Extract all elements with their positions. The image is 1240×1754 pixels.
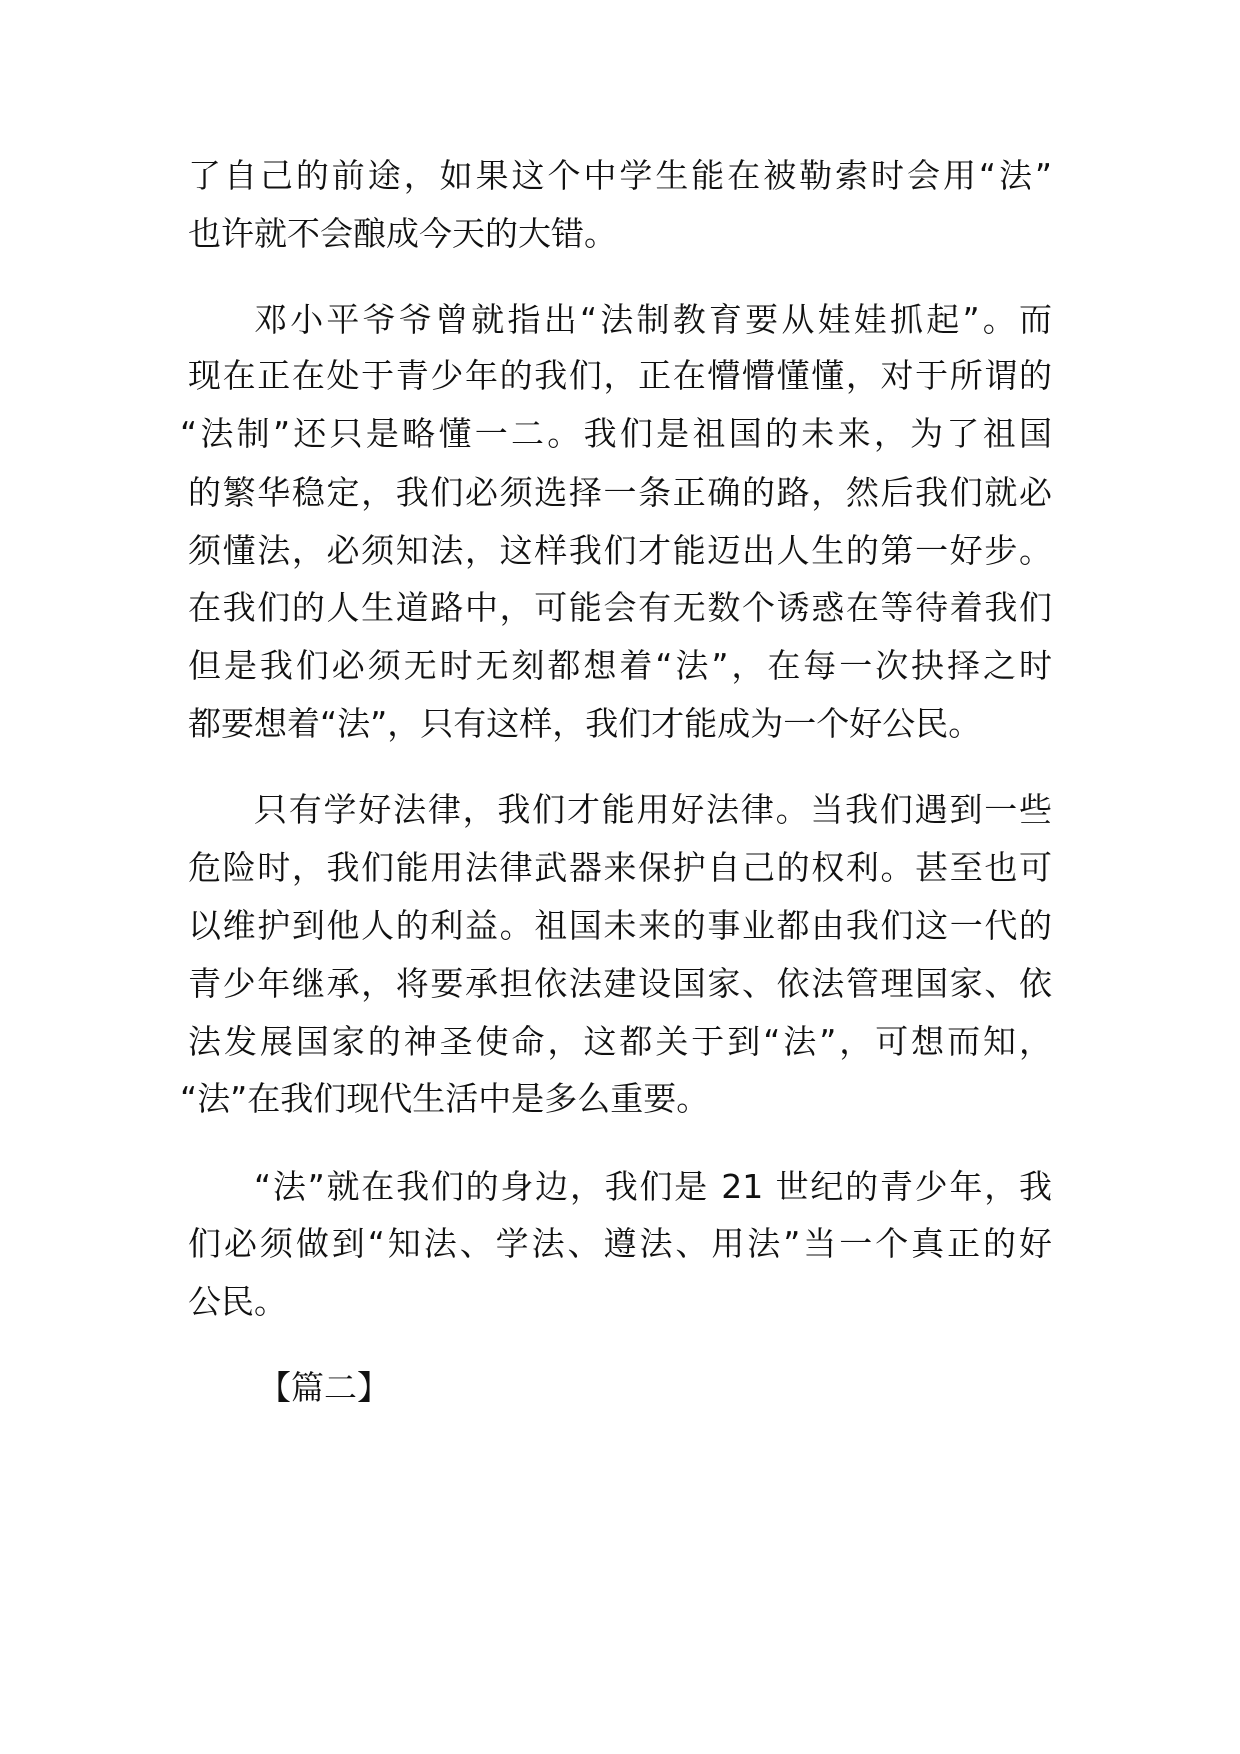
paragraph-4-line-1: “法”就在我们的身边，我们是 21 世纪的青少年，我 bbox=[254, 1167, 1052, 1206]
paragraph-2-line-3: “法制”还只是略懂一二。我们是祖国的未来，为了祖国 bbox=[180, 414, 1052, 453]
paragraph-2-line-8: 都要想着“法”，只有这样，我们才能成为一个好公民。 bbox=[188, 704, 982, 743]
paragraph-2-line-6: 在我们的人生道路中，可能会有无数个诱惑在等待着我们 bbox=[188, 588, 1052, 627]
paragraph-4-line-2: 们必须做到“知法、学法、遵法、用法”当一个真正的好 bbox=[188, 1224, 1052, 1263]
paragraph-3-line-2: 危险时，我们能用法律武器来保护自己的权利。甚至也可 bbox=[188, 848, 1052, 887]
paragraph-4-line-3: 公民。 bbox=[188, 1282, 287, 1321]
paragraph-3-line-5: 法发展国家的神圣使命，这都关于到“法”，可想而知， bbox=[188, 1022, 1052, 1061]
paragraph-3-line-1: 只有学好法律，我们才能用好法律。当我们遇到一些 bbox=[254, 790, 1052, 829]
paragraph-1-line-2: 也许就不会酿成今天的大错。 bbox=[188, 214, 617, 253]
paragraph-3-line-4: 青少年继承，将要承担依法建设国家、依法管理国家、依 bbox=[188, 964, 1052, 1003]
paragraph-2-line-4: 的繁华稳定，我们必须选择一条正确的路，然后我们就必 bbox=[188, 473, 1052, 512]
paragraph-3-line-6: “法”在我们现代生活中是多么重要。 bbox=[180, 1079, 710, 1118]
paragraph-2-line-5: 须懂法，必须知法，这样我们才能迈出人生的第一好步。 bbox=[188, 531, 1052, 570]
paragraph-2-line-1: 邓小平爷爷曾就指出“法制教育要从娃娃抓起”。而 bbox=[254, 300, 1052, 339]
paragraph-1-line-1: 了自己的前途，如果这个中学生能在被勒索时会用“法” bbox=[188, 156, 1052, 195]
section-heading: 【篇二】 bbox=[258, 1368, 390, 1407]
paragraph-2-line-2: 现在正在处于青少年的我们，正在懵懵懂懂，对于所谓的 bbox=[188, 356, 1052, 395]
paragraph-3-line-3: 以维护到他人的利益。祖国未来的事业都由我们这一代的 bbox=[188, 906, 1052, 945]
paragraph-2-line-7: 但是我们必须无时无刻都想着“法”，在每一次抉择之时 bbox=[188, 646, 1052, 685]
